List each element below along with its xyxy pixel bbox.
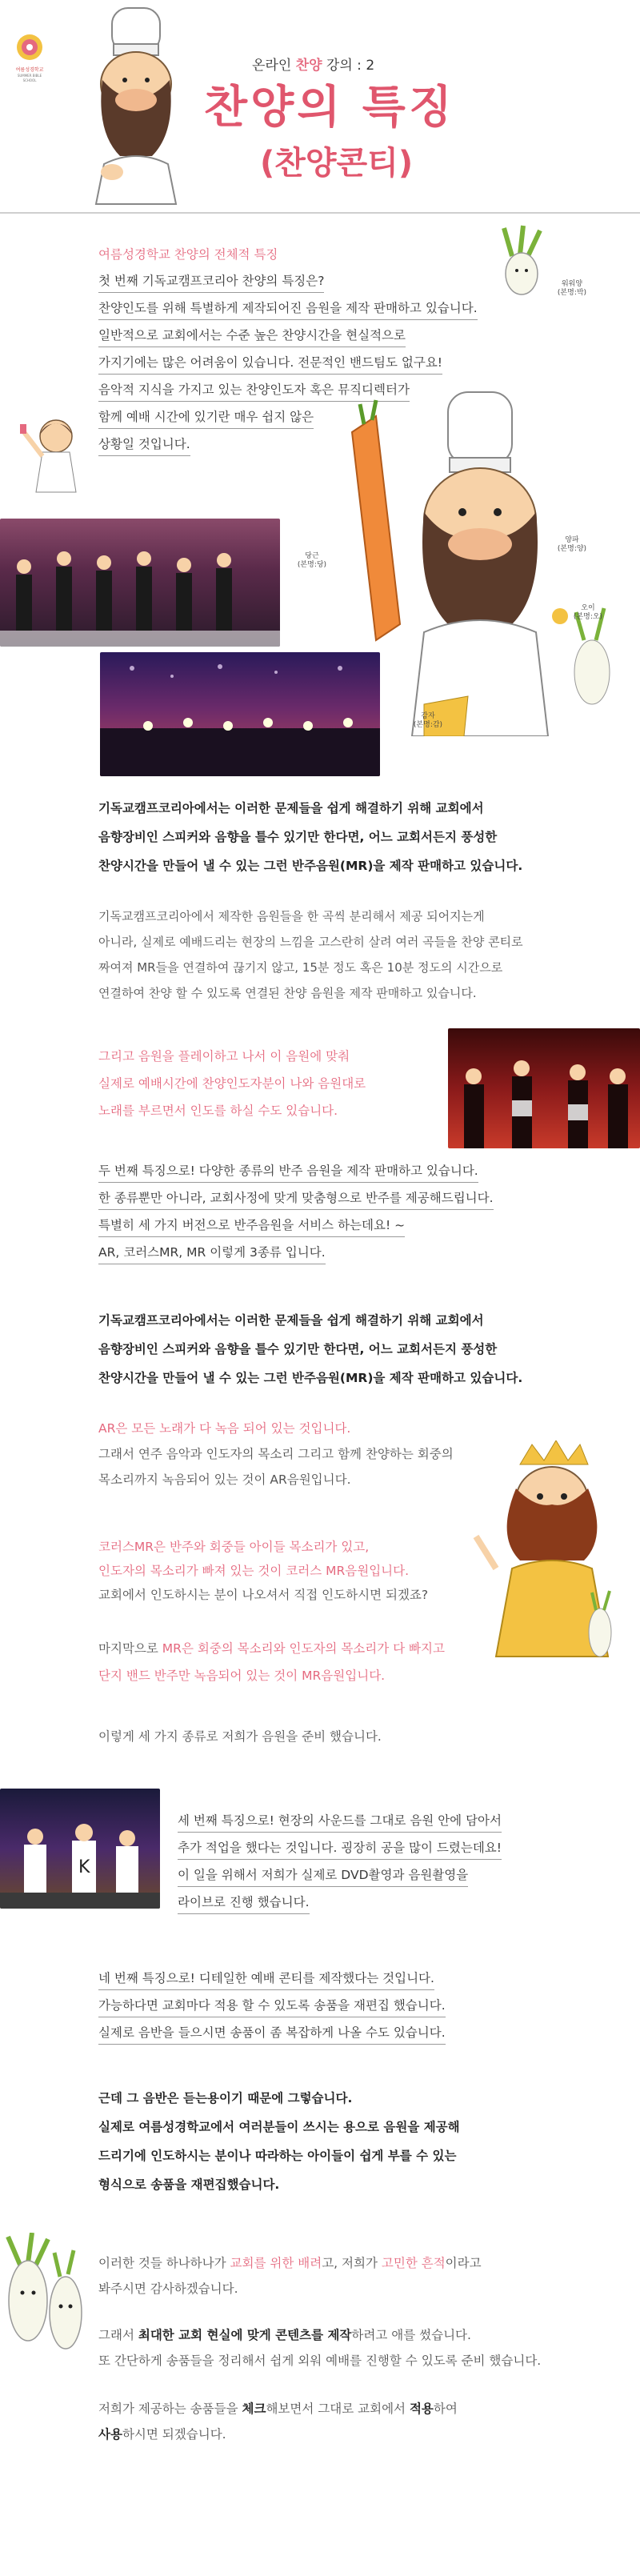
bold-line: 찬양시간을 만들어 낼 수 있는 그런 반주음원(MR)을 제작 판매하고 있습니다.	[98, 1371, 523, 1385]
closing-bold: 체크	[242, 2402, 266, 2416]
logo-text: 여름성경학교	[15, 67, 44, 73]
section-2-line: 특별히 세 가지 버전으로 반주음원을 서비스 하는데요! ~	[98, 1217, 405, 1237]
section-1-line: 일반적으로 교회에서는 수준 높은 찬양시간을 현실적으로	[98, 327, 406, 347]
worship-dance-photo	[0, 519, 280, 647]
bold-line: 형식으로 송품을 재편집했습니다.	[98, 2177, 280, 2192]
section-4-line: 실제로 음반을 들으시면 송품이 좀 복잡하게 나올 수도 있습니다.	[98, 2025, 446, 2045]
section-1-line: 가지기에는 많은 어려움이 있습니다. 전문적인 밴드팀도 없구요!	[98, 355, 442, 375]
princess-character-illustration	[472, 1440, 624, 1681]
closing-text: 그래서	[98, 2328, 138, 2342]
paragraph-line: 연결하여 찬양 할 수 있도록 연결된 찬양 음원을 제작 판매하고 있습니다.	[98, 986, 477, 1000]
mr-line-1	[98, 1641, 445, 1657]
kids-worship-photo	[0, 1789, 160, 1909]
section-2-line: AR, 코러스MR, MR 이렇게 3종류 입니다.	[98, 1244, 326, 1264]
bold-line: 근데 그 음반은 듣는용이기 때문에 그렇습니다.	[98, 2091, 353, 2105]
concert-stage-photo	[100, 652, 380, 776]
choir-performance-photo	[448, 1028, 640, 1148]
closing-bold: 사용	[98, 2427, 122, 2442]
closing-line-3	[98, 2327, 471, 2343]
potato-label: 감자 (본명:감)	[413, 712, 443, 729]
closing-text: 고, 저희가	[322, 2256, 382, 2270]
closing-text: 이라고	[445, 2256, 482, 2270]
page-title: 찬양의 특징	[204, 82, 455, 134]
mr-pink-text: MR은 회중의 목소리와 인도자의 목소리가 다 빠지고	[162, 1641, 445, 1656]
bold-line: 음향장비인 스피커와 음향을 틀수 있기만 한다면, 어느 교회서든지 풍성한	[98, 1342, 498, 1356]
lecture-kicker	[252, 58, 374, 74]
section-4-line: 네 번째 특징으로! 디테일한 예배 콘티를 제작했다는 것입니다.	[98, 1970, 434, 1990]
section-2-line: 두 번째 특징으로! 다양한 종류의 반주 음원을 제작 판매하고 있습니다.	[98, 1163, 478, 1183]
mr-line-2: 단지 밴드 반주만 녹음되어 있는 것이 MR음원입니다.	[98, 1669, 386, 1683]
closing-line-4: 또 간단하게 송품들을 정리해서 쉽게 외워 예배를 진행할 수 있도록 준비 했습니다.	[98, 2354, 542, 2368]
closing-bold: 최대한 교회 현실에 맞게 콘텐츠를 제작	[138, 2328, 352, 2342]
kicker-accent: 찬양	[295, 58, 322, 74]
svg-text:K: K	[78, 1857, 90, 1877]
pink-line: 실제로 예배시간에 찬양인도자분이 나와 음원대로	[98, 1076, 366, 1091]
cucumber-label: 오이 (본명:오)	[573, 604, 603, 621]
paragraph-line: 기독교캠프코리아에서 제작한 음원들을 한 곡씩 분리해서 제공 되어지는게	[98, 909, 485, 923]
section-3-line: 라이브로 진행 했습니다.	[178, 1894, 310, 1914]
character-label: 워워양 (본명:박)	[557, 280, 587, 297]
girl-character-illustration	[20, 412, 88, 500]
section-1-line: 찬양인도를 위해 특별하게 제작되어진 음원을 제작 판매하고 있습니다.	[98, 300, 478, 320]
page-subtitle: (찬양콘티)	[260, 145, 414, 182]
carrot-label: 당근 (본명:당)	[297, 552, 327, 569]
radish-characters-illustration	[0, 2233, 92, 2361]
section-3-line: 세 번째 특징으로! 현장의 사운드를 그대로 음원 안에 담아서	[178, 1813, 502, 1833]
site-logo	[14, 32, 45, 80]
closing-text: 하여	[433, 2402, 458, 2416]
paragraph-line: 아니라, 실제로 예배드리는 현장의 느낌을 고스란히 살려 여러 곡들을 찬양 콘티로	[98, 935, 523, 949]
onion-label: 양파 (본명:양)	[557, 536, 587, 553]
kicker-prefix: 온라인	[252, 58, 296, 74]
bold-line: 실제로 여름성경학교에서 여러분들이 쓰시는 용으로 음원을 제공해	[98, 2120, 460, 2134]
chorus-mr-pink-line: 코러스MR은 반주와 회중들 아이들 목소리가 있고,	[98, 1540, 370, 1554]
ar-line: 목소리까지 녹음되어 있는 것이 AR음원입니다.	[98, 1472, 351, 1487]
section-3-line: 추가 적업을 했다는 것입니다. 굉장히 공을 많이 드렸는데요!	[178, 1840, 502, 1860]
closing-line-2: 봐주시면 감사하겠습니다.	[98, 2282, 238, 2296]
pink-line: 그리고 음원을 플레이하고 나서 이 음원에 맞춰	[98, 1049, 350, 1064]
closing-line-6	[98, 2426, 226, 2442]
closing-text: 이러한 것들 하나하나가	[98, 2256, 230, 2270]
ar-heading: AR은 모든 노래가 다 녹음 되어 있는 것입니다.	[98, 1421, 351, 1436]
chef-character-illustration	[56, 4, 216, 208]
closing-line-5	[98, 2401, 458, 2417]
ar-line: 그래서 연주 음악과 인도자의 목소리 그리고 함께 찬양하는 회중의	[98, 1447, 454, 1461]
closing-text: 저희가 제공하는 송품들을	[98, 2402, 242, 2416]
section-3-line: 이 일을 위해서 저희가 실제로 DVD촬영과 음원촬영을	[178, 1867, 468, 1887]
bold-line: 찬양시간을 만들어 낼 수 있는 그런 반주음원(MR)을 제작 판매하고 있습니다.	[98, 859, 523, 873]
section-1-heading: 여름성경학교 찬양의 전체적 특징	[98, 247, 278, 262]
logo-subtext: SUMMER BIBLE SCHOOL	[17, 74, 42, 82]
closing-highlight: 고민한 흔적	[381, 2256, 446, 2270]
scallion-character-illustration	[496, 224, 552, 300]
section-2-line: 한 종류뿐만 아니라, 교회사정에 맞게 맞춤형으로 반주를 제공해드립니다.	[98, 1190, 494, 1210]
chorus-mr-pink-line: 인도자의 목소리가 빠져 있는 것이 코러스 MR음원입니다.	[98, 1564, 410, 1578]
bold-line: 기독교캠프코리아에서는 이러한 문제들을 쉽게 해결하기 위해 교회에서	[98, 1313, 484, 1328]
section-1-line: 음악적 지식을 가지고 있는 찬양인도자 혹은 뮤직디렉터가	[98, 382, 410, 402]
chorus-mr-line: 교회에서 인도하시는 분이 나오셔서 직접 인도하시면 되겠죠?	[98, 1588, 429, 1602]
section-1-line: 상황일 것입니다.	[98, 436, 190, 456]
section-4-line: 가능하다면 교회마다 적용 할 수 있도록 송품을 재편집 했습니다.	[98, 1997, 446, 2017]
section-1-line: 함께 예배 시간에 있기란 매우 쉽지 않은	[98, 409, 314, 429]
paragraph-line: 짜여져 MR들을 연결하여 끊기지 않고, 15분 정도 혹은 10분 정도의 시간으로	[98, 960, 503, 975]
section-1-line: 첫 번째 기독교캠프코리아 찬양의 특징은?	[98, 273, 324, 293]
closing-bold: 적용	[409, 2402, 434, 2416]
closing-text: 하시면 되겠습니다.	[122, 2427, 226, 2442]
bold-line: 음향장비인 스피커와 음향을 틀수 있기만 한다면, 어느 교회서든지 풍성한	[98, 830, 498, 844]
kicker-suffix: 강의 : 2	[322, 58, 375, 74]
pink-line: 노래를 부르면서 인도를 하실 수도 있습니다.	[98, 1104, 338, 1118]
closing-text: 해보면서 그대로 교회에서	[266, 2402, 410, 2416]
closing-highlight: 교회를 위한 배려	[230, 2256, 322, 2270]
closing-text: 하려고 애를 썼습니다.	[351, 2328, 471, 2342]
closing-line-1	[98, 2255, 482, 2271]
header-divider	[0, 212, 640, 214]
bold-line: 드리기에 인도하시는 분이나 따라하는 아이들이 쉽게 부를 수 있는	[98, 2149, 457, 2163]
prepared-text: 이렇게 세 가지 종류로 저희가 음원을 준비 했습니다.	[98, 1729, 382, 1744]
bold-line: 기독교캠프코리아에서는 이러한 문제들을 쉽게 해결하기 위해 교회에서	[98, 801, 484, 815]
mr-prefix: 마지막으로	[98, 1641, 162, 1656]
